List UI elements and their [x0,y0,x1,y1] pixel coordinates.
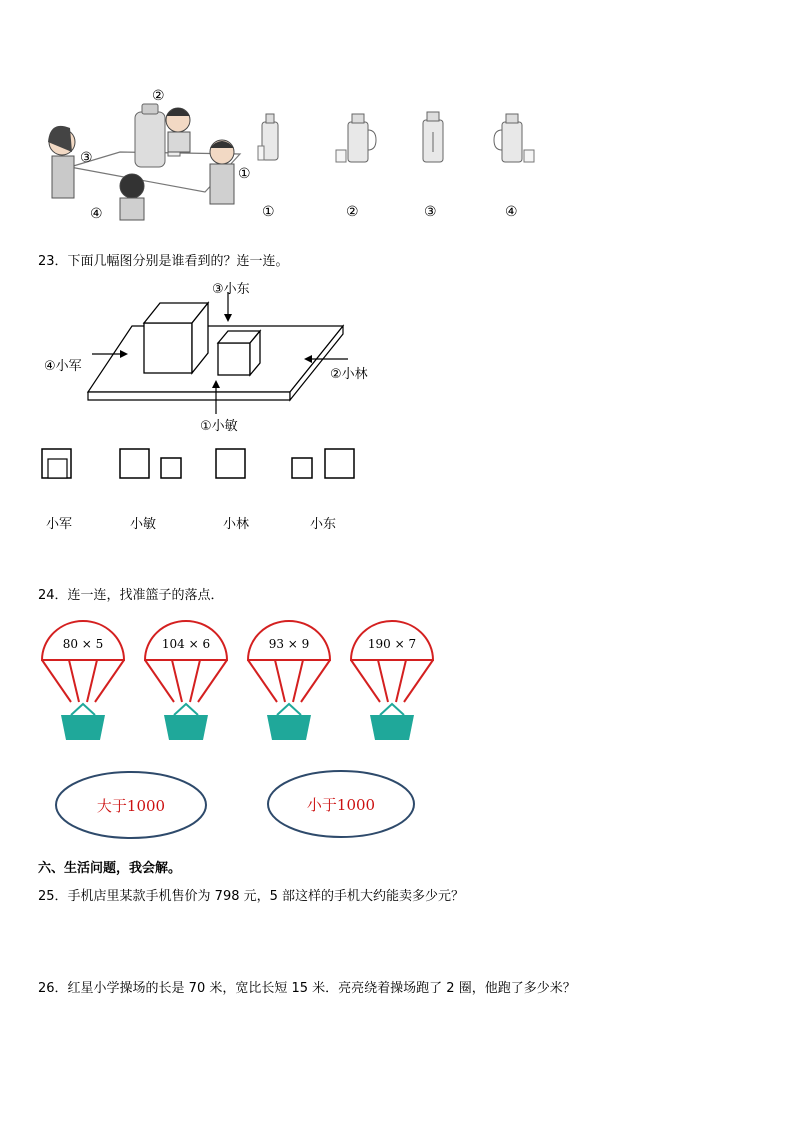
name-xiaojun: 小军 [46,517,73,532]
parachute-string [87,660,97,702]
q22-option-number-3: ③ [424,204,437,220]
basket-handle [71,704,95,715]
scene-mark-2: ② [152,88,165,104]
parachute-string [351,660,380,702]
parachute-string [190,660,200,702]
parachute-4[interactable] [351,621,433,740]
basket-handle [277,704,301,715]
view-shape-d [292,449,354,478]
q26-question: 26．红星小学操场的长是 70 米，宽比长短 15 米．亮亮绕着操场跑了 2 圈，他跑了多少米？ [38,981,576,996]
label-bottom-xiaomin: ①小敏 [200,419,238,434]
label-left-xiaojun: ④小军 [44,359,82,374]
parachute-string [275,660,285,702]
q22-option-1-view [258,114,278,160]
parachute-3[interactable] [248,621,330,740]
parachute-string [145,660,174,702]
parachute-string [248,660,277,702]
parachute-string [172,660,182,702]
parachute-string [95,660,124,702]
parachute-string [301,660,330,702]
scene-mark-1: ① [238,166,251,182]
q22-option-4-view [494,114,534,162]
parachute-string [198,660,227,702]
parachute-string [42,660,71,702]
q23-figure [40,276,400,436]
basket [61,715,105,740]
name-xiaodong: 小东 [310,517,337,532]
target-label-greater: 大于1000 [96,797,166,815]
scene-mark-3: ③ [80,150,93,166]
parachute-1[interactable] [42,621,124,740]
view-shape-b [120,449,181,478]
view-shape-a [42,449,71,478]
parachute-expression: 104 × 6 [161,637,211,651]
parachute-expression: 190 × 7 [367,637,417,651]
scene-mark-4: ④ [90,206,103,222]
parachute-row [38,618,448,748]
q22-option-number-2: ② [346,204,359,220]
q22-option-3-view [423,112,443,162]
view-shape-c [216,449,245,478]
label-top-xiaodong: ③小东 [212,282,250,297]
q22-option-number-4: ④ [505,204,518,220]
q23-view-shapes [40,446,370,482]
basket [370,715,414,740]
parachute-string [293,660,303,702]
q24-question: 24．连一连，找准篮子的落点． [38,588,224,603]
name-xiaolin: 小林 [223,517,250,532]
name-xiaomin: 小敏 [130,517,157,532]
parachute-expression: 93 × 9 [268,637,310,651]
target-label-less: 小于1000 [306,796,376,814]
parachute-string [396,660,406,702]
basket [267,715,311,740]
label-right-xiaolin: ②小林 [330,367,368,382]
parachute-string [378,660,388,702]
parachute-string [404,660,433,702]
q23-question: 23．下面几幅图分别是谁看到的？连一连。 [38,254,289,269]
q23-block-diagram [40,276,400,436]
section-six-heading: 六、生活问题，我会解。 [38,861,182,876]
q22-scene-illustration [40,82,560,222]
parachute-2[interactable] [145,621,227,740]
basket-handle [174,704,198,715]
q22-figure [40,82,560,222]
basket-handle [380,704,404,715]
parachute-string [69,660,79,702]
q22-option-number-1: ① [262,204,275,220]
q25-question: 25．手机店里某款手机售价为 798 元，5 部这样的手机大约能卖多少元？ [38,889,465,904]
basket [164,715,208,740]
target-row [54,770,416,840]
parachute-expression: 80 × 5 [62,637,104,651]
q22-option-2-view [336,114,376,162]
parachute-svg [38,618,448,748]
